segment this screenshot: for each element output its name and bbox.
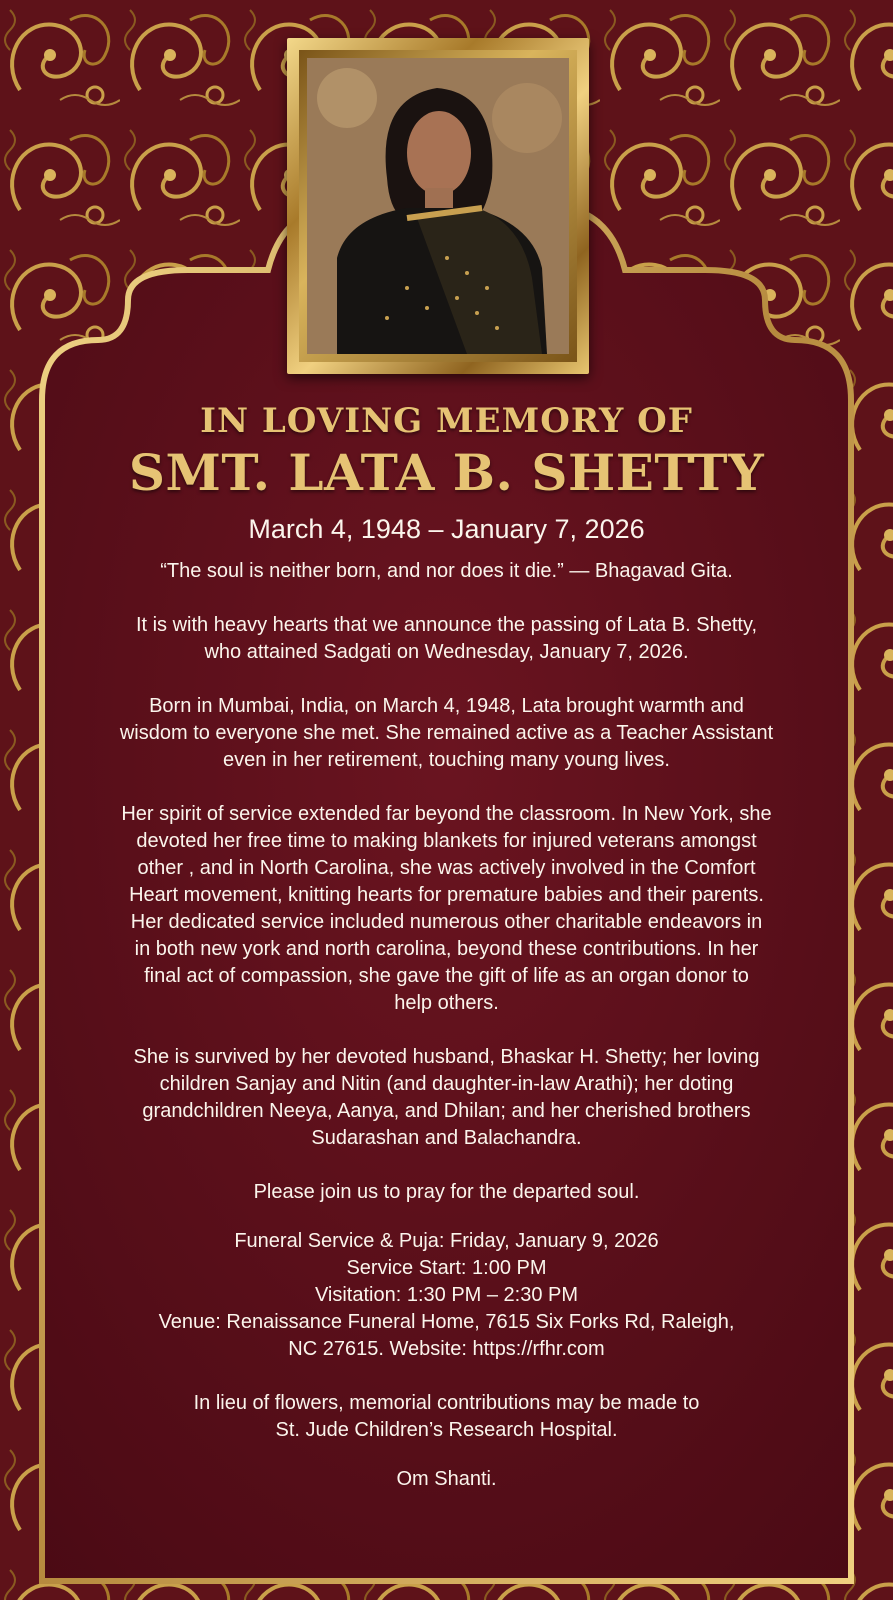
paragraph-line: It is with heavy hearts that we announce the passing of Lata B. Shetty, [135, 614, 758, 636]
paragraph-line: In lieu of flowers, memorial contributions may be made to [193, 1392, 700, 1414]
paragraph-line: who attained Sadgati on Wednesday, January 7, 2026. [204, 641, 689, 663]
paragraph-line: in both new york and north carolina, beyond these contributions. In her [134, 938, 759, 960]
paragraph-line: grandchildren Neeya, Aanya, and Dhilan; and her cherished brothers [142, 1100, 751, 1122]
memorial-content [45, 395, 848, 1493]
paragraph-line: Funeral Service & Puja: Friday, January 9, 2026 [234, 1230, 659, 1252]
paragraph-line: Visitation: 1:30 PM – 2:30 PM [314, 1284, 579, 1306]
paragraph-line: NC 27615. Website: https://rfhr.com [288, 1338, 605, 1360]
prayer-line: Please join us to pray for the departed soul. [253, 1181, 640, 1203]
closing-line: Om Shanti. [396, 1468, 497, 1490]
memorial-heading: IN LOVING MEMORY OF [200, 401, 693, 441]
deceased-name: SMT. LATA B. SHETTY [128, 443, 765, 502]
paragraph-line: Service Start: 1:00 PM [346, 1257, 547, 1279]
paragraph-line: other , and in North Carolina, she was actively involved in the Comfort [137, 857, 756, 879]
announcement-paragraph [45, 612, 848, 666]
service-paragraph [45, 801, 848, 1017]
funeral-details [45, 1228, 848, 1363]
paragraph-line: Venue: Renaissance Funeral Home, 7615 Six Forks Rd, Raleigh, [158, 1311, 735, 1333]
paragraph-line: She is survived by her devoted husband, Bhaskar H. Shetty; her loving [133, 1046, 760, 1068]
life-dates: March 4, 1948 – January 7, 2026 [248, 514, 645, 544]
paragraph-line: devoted her free time to making blankets for injured veterans amongst [136, 830, 757, 852]
flowers-note [45, 1390, 848, 1444]
paragraph-line: Sudarashan and Balachandra. [311, 1127, 582, 1149]
paragraph-line: even in her retirement, touching many young lives. [223, 749, 670, 771]
paragraph-line: Her spirit of service extended far beyond the classroom. In New York, she [121, 803, 772, 825]
portrait-figure [307, 58, 569, 354]
paragraph-line: children Sanjay and Nitin (and daughter-in-law Arathi); her doting [159, 1073, 734, 1095]
paragraph-line: Born in Mumbai, India, on March 4, 1948, Lata brought warmth and [149, 695, 744, 717]
paragraph-line: final act of compassion, she gave the gift of life as an organ donor to [144, 965, 749, 987]
portrait-photo [307, 58, 569, 354]
biography-paragraph [45, 693, 848, 774]
paragraph-line: Her dedicated service included numerous other charitable endeavors in [130, 911, 763, 933]
paragraph-line: Heart movement, knitting hearts for premature babies and their parents. [129, 884, 764, 906]
paragraph-line: help others. [394, 992, 499, 1014]
paragraph-line: wisdom to everyone she met. She remained active as a Teacher Assistant [119, 722, 774, 744]
paragraph-line: St. Jude Children’s Research Hospital. [275, 1419, 618, 1441]
gita-quote: “The soul is neither born, and nor does it die.” — Bhagavad Gita. [160, 560, 733, 582]
portrait-frame [287, 38, 589, 374]
survivors-paragraph [45, 1044, 848, 1152]
